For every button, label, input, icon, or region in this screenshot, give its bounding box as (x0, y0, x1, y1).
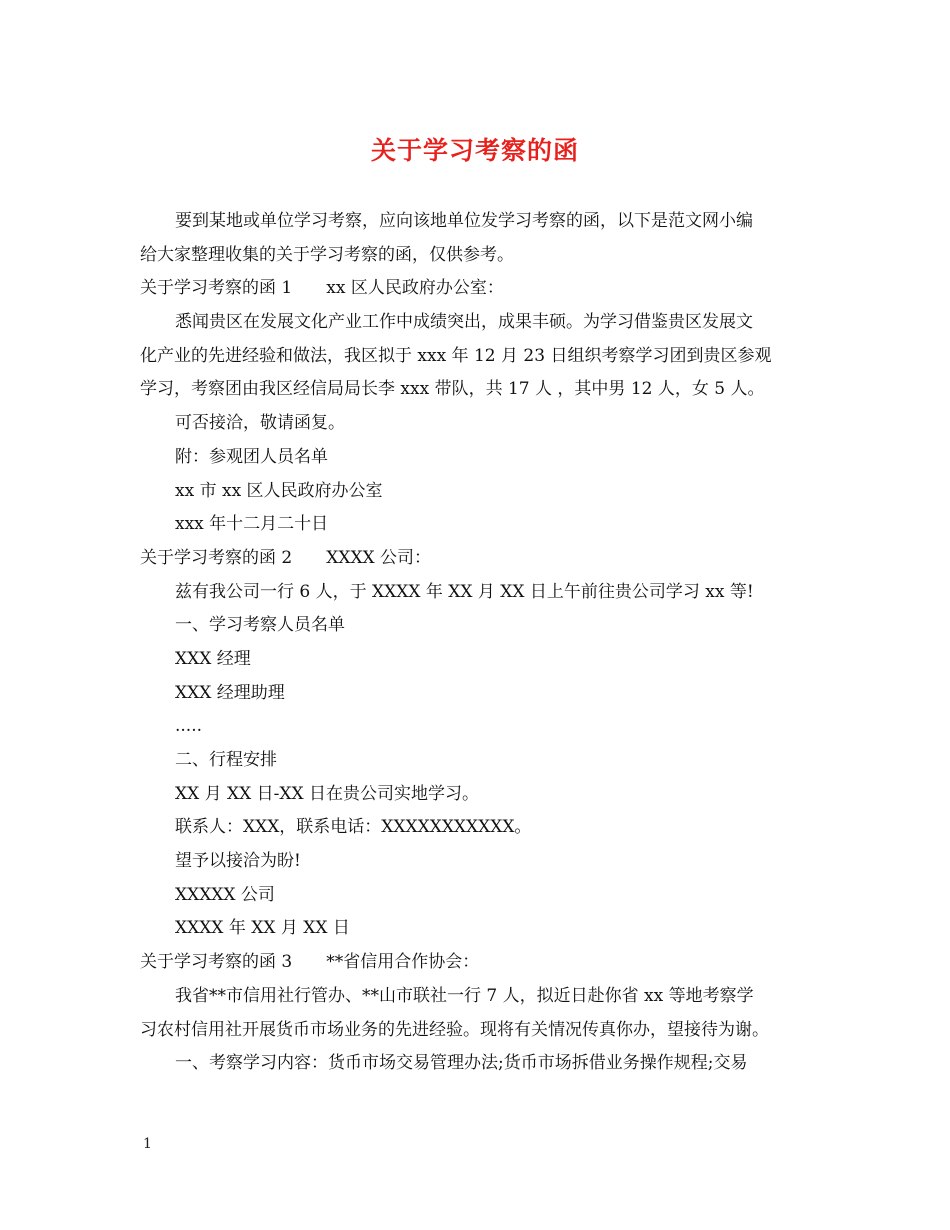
line-text: 一、考察学习内容：货币市场交易管理办法;货币市场拆借业务操作规程;交易 (175, 1053, 748, 1074)
line-text: XXX 经理 (175, 648, 251, 669)
line-text: 联系人：XXX，联系电话：XXXXXXXXXXX。 (175, 817, 532, 838)
recipient-text: **省信用合作协会： (326, 952, 480, 973)
line-text: XX 月 XX 日-XX 日在贵公司实地学习。 (175, 783, 479, 804)
section-heading (140, 542, 820, 576)
line-text: XXXXX 公司 (175, 884, 275, 905)
paragraph-line (140, 744, 820, 778)
date-line (140, 912, 820, 946)
line-text: xxx 年十二月二十日 (175, 514, 329, 535)
paragraph-line (140, 1014, 820, 1048)
paragraph-line (140, 677, 820, 711)
paragraph-line (140, 576, 820, 610)
line-text: 我省**市信用社行管办、**山市联社一行 7 人，拟近日赴你省 xx 等地考察学 (175, 985, 754, 1006)
section-heading (140, 272, 820, 306)
line-text: 一、学习考察人员名单 (175, 615, 345, 636)
paragraph-line (140, 643, 820, 677)
line-text: 化产业的先进经验和做法，我区拟于 xxx 年 12 月 23 日组织考察学习团到贵区参观 (140, 345, 772, 366)
line-text: xx 市 xx 区人民政府办公室 (175, 480, 383, 501)
document-title: 关于学习考察的函 (370, 136, 579, 165)
date-line (140, 508, 820, 542)
signature-line (140, 475, 820, 509)
paragraph-line (140, 778, 820, 812)
paragraph-line (140, 239, 820, 273)
section-heading (140, 946, 820, 980)
paragraph-line (140, 811, 820, 845)
line-text: 习农村信用社开展货币市场业务的先进经验。现将有关情况传真你办，望接待为谢。 (140, 1019, 769, 1040)
paragraph-line (140, 340, 820, 374)
line-text: 悉闻贵区在发展文化产业工作中成绩突出，成果丰硕。为学习借鉴贵区发展文 (175, 312, 753, 333)
heading-text: 关于学习考察的函 3 (140, 952, 293, 973)
paragraph-line (140, 980, 820, 1014)
line-text: 二、行程安排 (175, 750, 277, 770)
line-text: 望予以接洽为盼! (175, 851, 301, 872)
paragraph-line (140, 609, 820, 643)
line-text: ..... (175, 716, 203, 737)
line-text: 要到某地或单位学习考察，应向该地单位发学习考察的函，以下是范文网小编 (175, 211, 753, 231)
recipient-text: xx 区人民政府办公室： (326, 278, 504, 299)
paragraph-line (140, 306, 820, 340)
line-text: XXX 经理助理 (175, 682, 285, 703)
paragraph-line (140, 845, 820, 879)
signature-line (140, 879, 820, 913)
heading-text: 关于学习考察的函 2 (140, 547, 293, 568)
line-text: 兹有我公司一行 6 人，于 XXXX 年 XX 月 XX 日上午前往贵公司学习 xx 等! (175, 581, 754, 602)
paragraph-line (140, 373, 820, 407)
line-text: 附：参观团人员名单 (175, 446, 328, 467)
line-text: 学习，考察团由我区经信局局长李 xxx 带队，共 17 人 ，其中男 12 人，女 5 人。 (140, 379, 765, 400)
recipient-text: XXXX 公司： (326, 547, 432, 568)
paragraph-line (140, 205, 820, 239)
line-text: 可否接洽，敬请函复。 (175, 413, 345, 434)
line-text: 给大家整理收集的关于学习考察的函，仅供参考。 (140, 244, 514, 265)
document-body (140, 205, 820, 1081)
paragraph-line (140, 710, 820, 744)
page-number: 1 (143, 1136, 152, 1152)
paragraph-line (140, 441, 820, 475)
paragraph-line (140, 407, 820, 441)
heading-text: 关于学习考察的函 1 (140, 278, 293, 299)
line-text: XXXX 年 XX 月 XX 日 (175, 918, 350, 939)
paragraph-line (140, 1047, 820, 1081)
